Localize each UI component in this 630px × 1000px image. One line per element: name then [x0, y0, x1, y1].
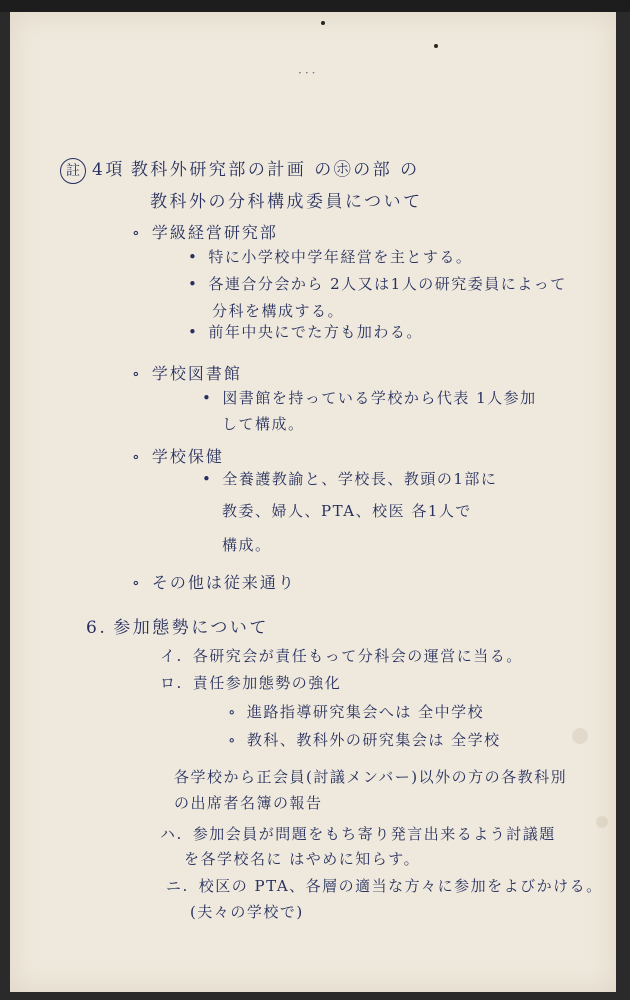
note-mark: 註 [60, 158, 86, 184]
sub-item-i: イ. 各研究会が責任もって分科会の運営に当る。 [160, 647, 523, 665]
section-title-class: ∘ 学級経営研究部 [132, 223, 278, 242]
list-item-cont: して構成。 [222, 415, 305, 433]
paper-stain [572, 728, 588, 744]
sub-item-ro: ロ. 責任参加態勢の強化 [160, 674, 342, 692]
list-item-cont: 教委、婦人、PTA、校医 各1人で [222, 502, 472, 520]
list-item-cont: 分科を構成する。 [212, 302, 345, 320]
sub-item-ni-cont: (夫々の学校で) [190, 903, 304, 921]
paper-stain [596, 816, 608, 828]
sub-item-ro-1: ∘ 進路指導研究集会へは 全中学校 [228, 703, 485, 721]
heading-text: 教科外研究部の計画 の㋭の部 の [130, 160, 420, 180]
list-item-cont: 構成。 [222, 536, 272, 554]
faint-marks: ··· [298, 66, 319, 80]
list-item: • 図書館を持っている学校から代表 1人参加 [202, 389, 537, 407]
section-other: ∘ その他は従来通り [132, 573, 296, 592]
scan-top-edge [0, 0, 630, 12]
heading-line-1 [60, 155, 420, 184]
punch-hole [434, 44, 438, 48]
list-item: • 全養護教諭と、学校長、教頭の1部に [202, 470, 498, 488]
list-item: • 前年中央にでた方も加わる。 [188, 323, 423, 341]
heading-line-2: 教科外の分科構成委員について [150, 192, 423, 212]
list-item: • 特に小学校中学年経営を主とする。 [188, 248, 473, 266]
sub-item-ro-2: ∘ 教科、教科外の研究集会は 全学校 [228, 731, 501, 749]
body-line: の出席者名簿の報告 [174, 794, 323, 812]
sub-item-ha-cont: を各学校名に はやめに知らす。 [184, 850, 421, 868]
section-title-library: ∘ 学校図書館 [132, 364, 242, 383]
list-item: • 各連合分会から 2人又は1人の研究委員によって [188, 275, 567, 293]
sub-item-ha: ハ. 参加会員が問題をもち寄り発言出来るよう討議題 [160, 825, 556, 843]
section-title-health: ∘ 学校保健 [132, 447, 224, 466]
section-number: 6. [86, 618, 108, 638]
sub-item-ni: ニ. 校区の PTA、各層の適当な方々に参加をよびかける。 [166, 877, 603, 895]
heading-number: 4項 [92, 160, 125, 180]
section-6-heading [86, 613, 269, 638]
section-title: 参加態勢について [113, 618, 269, 638]
punch-hole [321, 21, 325, 25]
body-line: 各学校から正会員(討議メンバー)以外の方の各教科別 [174, 768, 568, 786]
